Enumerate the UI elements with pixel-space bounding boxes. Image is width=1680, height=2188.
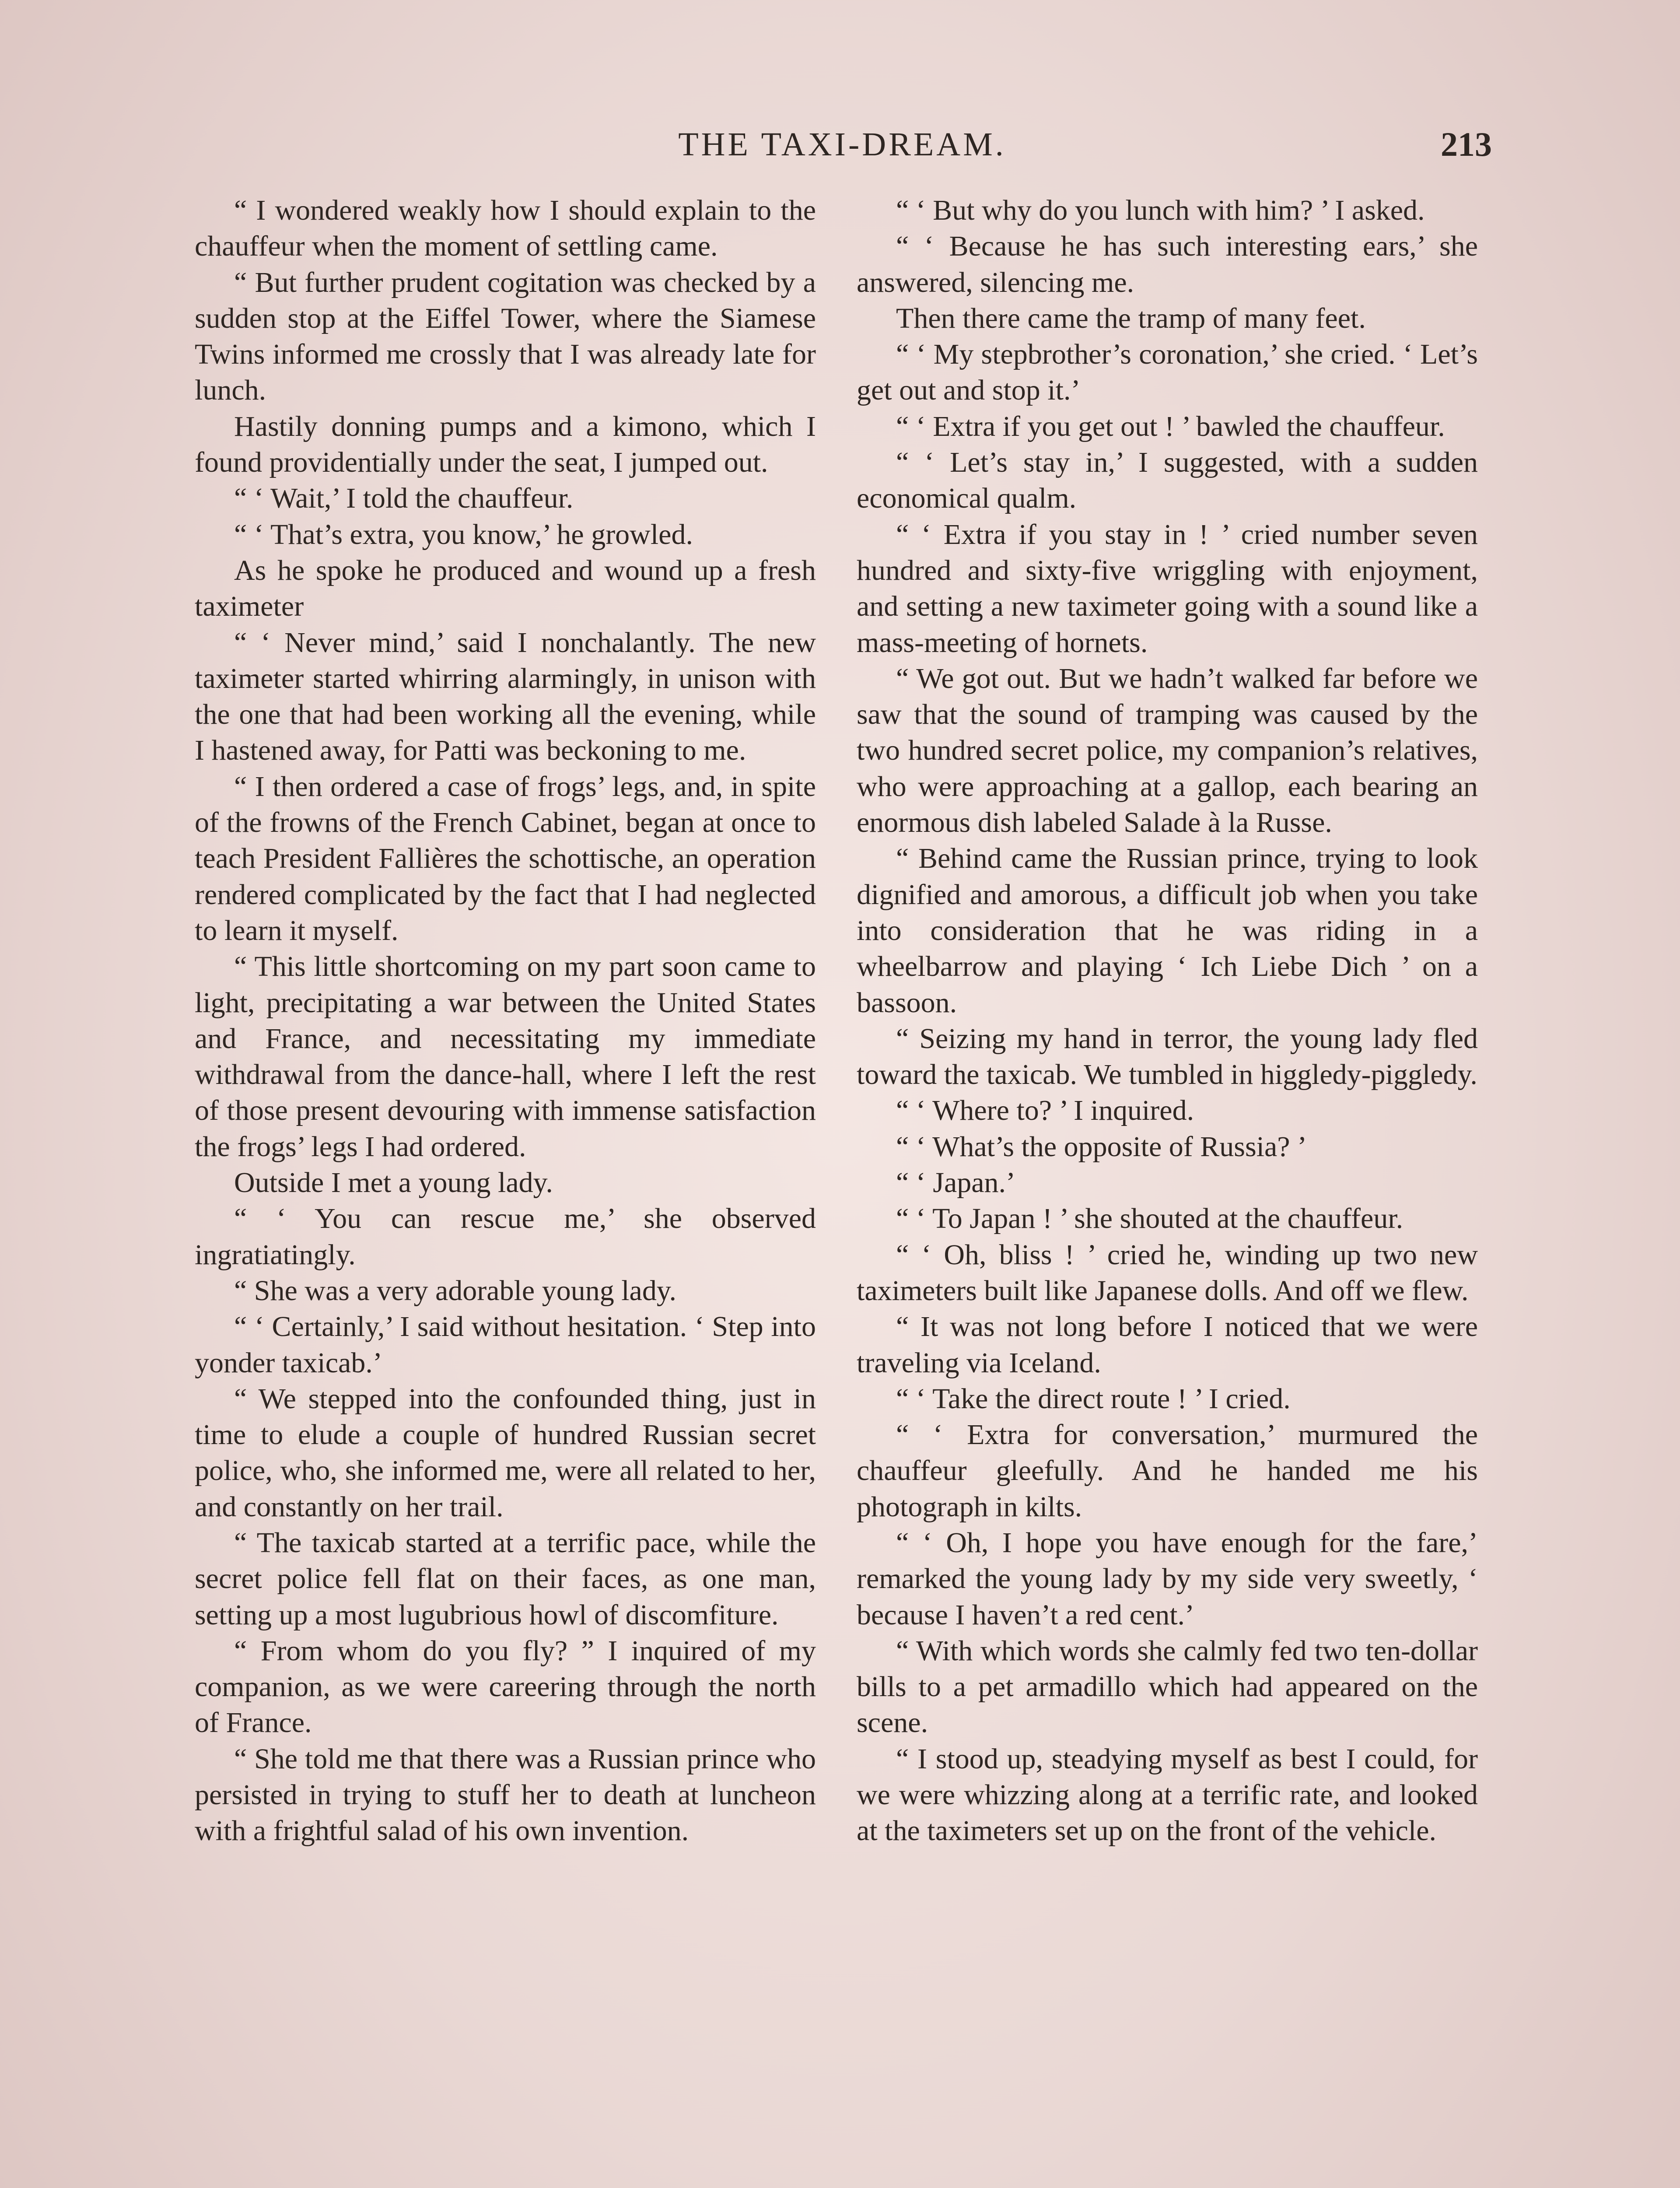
paragraph: “ ‘ Japan.’ (896, 1167, 1016, 1199)
paragraph: “ I then ordered a case of frogs’ legs, and, in spite of the frowns of the French Cabinet, began at once to teach President Fallières the schottische, an operation rendered complicated by the fact that I had neglected to learn it myself. (195, 770, 816, 947)
paragraph: “ ‘ My stepbrother’s coronation,’ she cried. ‘ Let’s get out and stop it.’ (857, 338, 1478, 407)
paragraph: Outside I met a young lady. (234, 1167, 553, 1199)
paragraph: “ We stepped into the confounded thing, just in time to elude a couple of hundred Russian secret police, who, she informed me, were all related to her, and constantly on her trail. (195, 1382, 816, 1523)
paragraph: Then there came the tramp of many feet. (896, 302, 1366, 334)
paragraph: “ She told me that there was a Russian prince who persisted in trying to stuff her to death at luncheon with a frightful salad of his own invention. (195, 1743, 816, 1847)
paragraph: “ ‘ Let’s stay in,’ I suggested, with a sudden economical qualm. (857, 446, 1478, 515)
paragraph: “ Behind came the Russian prince, trying to look dignified and amorous, a difficult job when you take into consideration that he was riding in a wheelbarrow and playing ‘ Ich Liebe Dich ’ on a bassoon. (857, 842, 1478, 1019)
paragraph: “ ‘ Oh, I hope you have enough for the fare,’ remarked the young lady by my side very sweetly, ‘ because I haven’t a red cent.’ (857, 1526, 1478, 1631)
paragraph: “ ‘ Wait,’ I told the chauffeur. (234, 482, 574, 515)
paragraph: “ With which words she calmly fed two ten-dollar bills to a pet armadillo which had appeared on the scene. (857, 1634, 1478, 1739)
right-column (857, 193, 1478, 1849)
paragraph: Hastily donning pumps and a kimono, which I found providentially under the seat, I jumped out. (195, 410, 816, 479)
paragraph: “ It was not long before I noticed that we were traveling via Iceland. (857, 1311, 1478, 1379)
paragraph: “ She was a very adorable young lady. (234, 1274, 677, 1307)
paragraph: “ ‘ You can rescue me,’ she observed ingratiatingly. (195, 1203, 816, 1271)
paragraph: “ The taxicab started at a terrific pace, while the secret police fell flat on their faces, as one man, setting up a most lugubrious howl of discomfiture. (195, 1526, 816, 1631)
paragraph: “ But further prudent cogitation was checked by a sudden stop at the Eiffel Tower, where the Siamese Twins informed me crossly that I was already late for lunch. (195, 266, 816, 407)
page-header (192, 118, 1492, 171)
paragraph: “ Seizing my hand in terror, the young lady fled toward the taxicab. We tumbled in higgledy-piggledy. (857, 1022, 1478, 1091)
paragraph: As he spoke he produced and wound up a fresh taximeter (195, 554, 816, 623)
paragraph: “ This little shortcoming on my part soon came to light, precipitating a war between the United States and France, and necessitating my immediate withdrawal from the dance-hall, where I left the rest of those present devouring with immense satisfaction the frogs’ legs I had ordered. (195, 950, 816, 1163)
paragraph: “ ‘ Take the direct route ! ’ I cried. (896, 1382, 1291, 1415)
paragraph: “ ‘ To Japan ! ’ she shouted at the chauffeur. (896, 1203, 1404, 1235)
paragraph: “ ‘ Oh, bliss ! ’ cried he, winding up two new taximeters built like Japanese dolls. And off we flew. (857, 1238, 1478, 1307)
paragraph: “ ‘ Extra if you stay in ! ’ cried number seven hundred and sixty-five wriggling with enjoyment, and setting a new taximeter going with a sound like a mass-meeting of hornets. (857, 518, 1478, 659)
paragraph: “ I stood up, steadying myself as best I could, for we were whizzing along at a terrific rate, and looked at the taximeters set up on the front of the vehicle. (857, 1743, 1478, 1847)
paragraph: “ ‘ Extra for conversation,’ murmured the chauffeur gleefully. And he handed me his photograph in kilts. (857, 1419, 1478, 1523)
paragraph: “ ‘ That’s extra, you know,’ he growled. (234, 518, 693, 551)
paragraph: “ We got out. But we hadn’t walked far before we saw that the sound of tramping was caused by the two hundred secret police, my companion’s relatives, who were approaching at a gallop, each bearing an enormous dish labeled Salade à la Russe. (857, 662, 1478, 839)
left-column (195, 193, 816, 1849)
paragraph: “ I wondered weakly how I should explain to the chauffeur when the moment of settling came. (195, 194, 816, 263)
running-title: THE TAXI-DREAM. (678, 126, 1006, 163)
page-number: 213 (1441, 125, 1492, 163)
paragraph: “ ‘ What’s the opposite of Russia? ’ (896, 1130, 1307, 1163)
paragraph: “ From whom do you fly? ” I inquired of my companion, as we were careering through the north of France. (195, 1634, 816, 1739)
paragraph: “ ‘ But why do you lunch with him? ’ I asked. (896, 194, 1425, 226)
paragraph: “ ‘ Extra if you get out ! ’ bawled the chauffeur. (896, 410, 1445, 442)
paragraph: “ ‘ Certainly,’ I said without hesitation. ‘ Step into yonder taxicab.’ (195, 1311, 816, 1379)
paragraph: “ ‘ Because he has such interesting ears,’ she answered, silencing me. (857, 230, 1478, 298)
paragraph: “ ‘ Where to? ’ I inquired. (896, 1094, 1194, 1127)
paragraph: “ ‘ Never mind,’ said I nonchalantly. The new taximeter started whirring alarmingly, in unison with the one that had been working all the evening, while I hastened away, for Patti was beckoning to me. (195, 626, 816, 767)
